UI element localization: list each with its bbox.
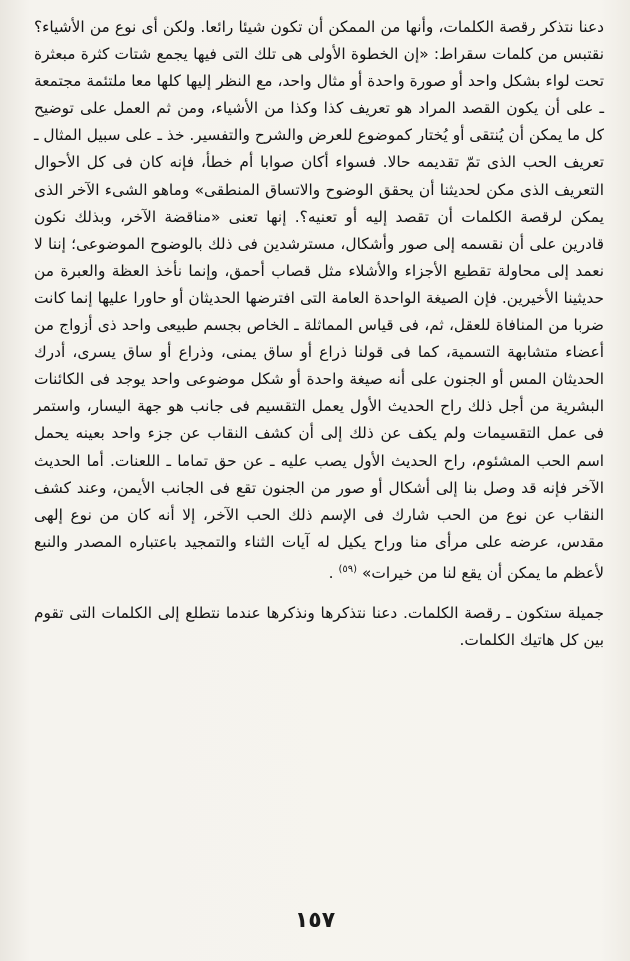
footnote-reference: (٥٩) (338, 563, 358, 575)
paragraph-1: دعنا نتذكر رقصة الكلمات، وأنها من الممكن أن تكون شيئا رائعا. ولكن أى نوع من الأشياء؟ نقتبس من كلمات سقراط: «إن الخطوة الأولى هى تلك التى فيها يجمع شتات كثرة مبعثرة تحت لواء بشكل واحد أو صورة واحدة أو مثال واحد، مع النظر إليها كلها معا ملتئمة مجتمعة ـ على أن يكون القصد المراد هو تعريف كذا وكذا من الأشياء، ومن ثم العمل على توضيح كل ما يمكن أن يُنتقى أو يُختار كموضوع للعرض والشرح والتفسير. خذ ـ على سبيل المثال ـ تعريف الحب الذى تمّ تقديمه حالا. فسواء أكان صوابا أم خطأ، فإنه كان فى كل الأحوال التعريف الذى مكن لحديثنا أن يحقق الوضوح والاتساق المنطقى» وماهو الشىء الآخر الذى يمكن لرقصة الكلمات أن تقصد إليه أو تعنيه؟. إنها تعنى «مناقضة الآخر، وبذلك نكون قادرين على أن نقسمه إلى صور وأشكال، مسترشدين فى ذلك بالوضوح الموضوعى؛ إننا لا نعمد إلى محاولة تقطيع الأجزاء والأشلاء مثل قصاب أحمق، وإنما نأخذ العظة والعبرة من حديثينا الأخيرين. فإن الصيغة الواحدة العامة التى افترضها الحديثان أو حاورا عليها إنما كانت ضربا من المنافاة للعقل، ثم، فى قياس المماثلة ـ الخاص بجسم طبيعى واحد ذى أزواج من أعضاء متشابهة التسمية، كما فى قولنا ذراع أو ساق يمنى، وذراع أو ساق يسرى، أدرك الحديثان المس أو الجنون على أنه صيغة واحدة أو شكل موضوعى واحد يوجد فى الكائنات البشرية من أجل ذلك راح الحديث الأول يعمل التقسيم فى جانب هو جهة اليسار، واستمر فى عمل التقسيمات ولم يكف عن ذلك إلى أن كشف النقاب عن جزء واحد بعينه يحمل اسم الحب المشئوم، راح الحديث الأول يصب عليه ـ عن حق تماما ـ اللعنات. أما الحديث الآخر فإنه قد وصل بنا إلى أشكال أو صور من الجنون تقع فى الجانب الأيمن، وعند كشف النقاب عن نوع من الحب شارك فى الإسم ذلك الحب الآخر، إلا أنه كان من نوع إلهى مقدس، عرضه على مرأى منا وراح يكيل له آيات الثناء والتمجيد باعتباره المصدر والنبع لأعظم ما يمكن أن يقع لنا من خيرات» $^{(٥٩)}$ . (34, 18, 604, 582)
page-number: ١٥٧ (294, 908, 336, 933)
body-text (34, 14, 604, 654)
paragraph-1-text: دعنا نتذكر رقصة الكلمات، وأنها من الممكن أن تكون شيئا رائعا. ولكن أى نوع من الأشياء؟ نقتبس من كلمات سقراط: «إن الخطوة الأولى هى تلك التى فيها يجمع شتات كثرة مبعثرة تحت لواء بشكل واحد أو صورة واحدة أو مثال واحد، مع النظر إليها كلها معا ملتئمة مجتمعة ـ على أن يكون القصد المراد هو تعريف كذا وكذا من الأشياء، ومن ثم العمل على توضيح كل ما يمكن أن يُنتقى أو يُختار كموضوع للعرض والشرح والتفسير. خذ ـ على سبيل المثال ـ تعريف الحب الذى تمّ تقديمه حالا. فسواء أكان صوابا أم خطأ، فإنه كان فى كل الأحوال التعريف الذى مكن لحديثنا أن يحقق الوضوح والاتساق المنطقى» وماهو الشىء الآخر الذى يمكن لرقصة الكلمات أن تقصد إليه أو تعنيه؟. إنها تعنى «مناقضة الآخر، وبذلك نكون قادرين على أن نقسمه إلى صور وأشكال، مسترشدين فى ذلك بالوضوح الموضوعى؛ إننا لا نعمد إلى محاولة تقطيع الأجزاء والأشلاء مثل قصاب أحمق، وإنما نأخذ العظة والعبرة من حديثينا الأخيرين. فإن الصيغة الواحدة العامة التى افترضها الحديثان أو حاورا عليها إنما كانت ضربا من المنافاة للعقل، ثم، فى قياس المماثلة ـ الخاص بجسم طبيعى واحد ذى أزواج من أعضاء متشابهة التسمية، كما فى قولنا ذراع أو ساق يمنى، وذراع أو ساق يسرى، أدرك الحديثان المس أو الجنون على أنه صيغة واحدة أو شكل موضوعى واحد يوجد فى الكائنات البشرية من أجل ذلك راح الحديث الأول يعمل التقسيم فى جانب هو جهة اليسار، واستمر فى عمل التقسيمات ولم يكف عن ذلك إلى أن كشف النقاب عن جزء واحد بعينه يحمل اسم الحب المشئوم، راح الحديث الأول يصب عليه ـ عن حق تماما ـ اللعنات. أما الحديث الآخر فإنه قد وصل بنا إلى أشكال أو صور من الجنون تقع فى الجانب الأيمن، وعند كشف النقاب عن نوع من الحب شارك فى الإسم ذلك الحب الآخر، إلا أنه كان من نوع إلهى مقدس، عرضه على مرأى منا وراح يكيل له آيات الثناء والتمجيد باعتباره المصدر والنبع لأعظم ما يمكن أن يقع لنا من خيرات» (34, 18, 604, 582)
paragraph-2: جميلة ستكون ـ رقصة الكلمات. دعنا نتذكرها ونذكرها عندما نتطلع إلى الكلمات التى تقوم بين كل هاتيك الكلمات. (34, 604, 604, 650)
